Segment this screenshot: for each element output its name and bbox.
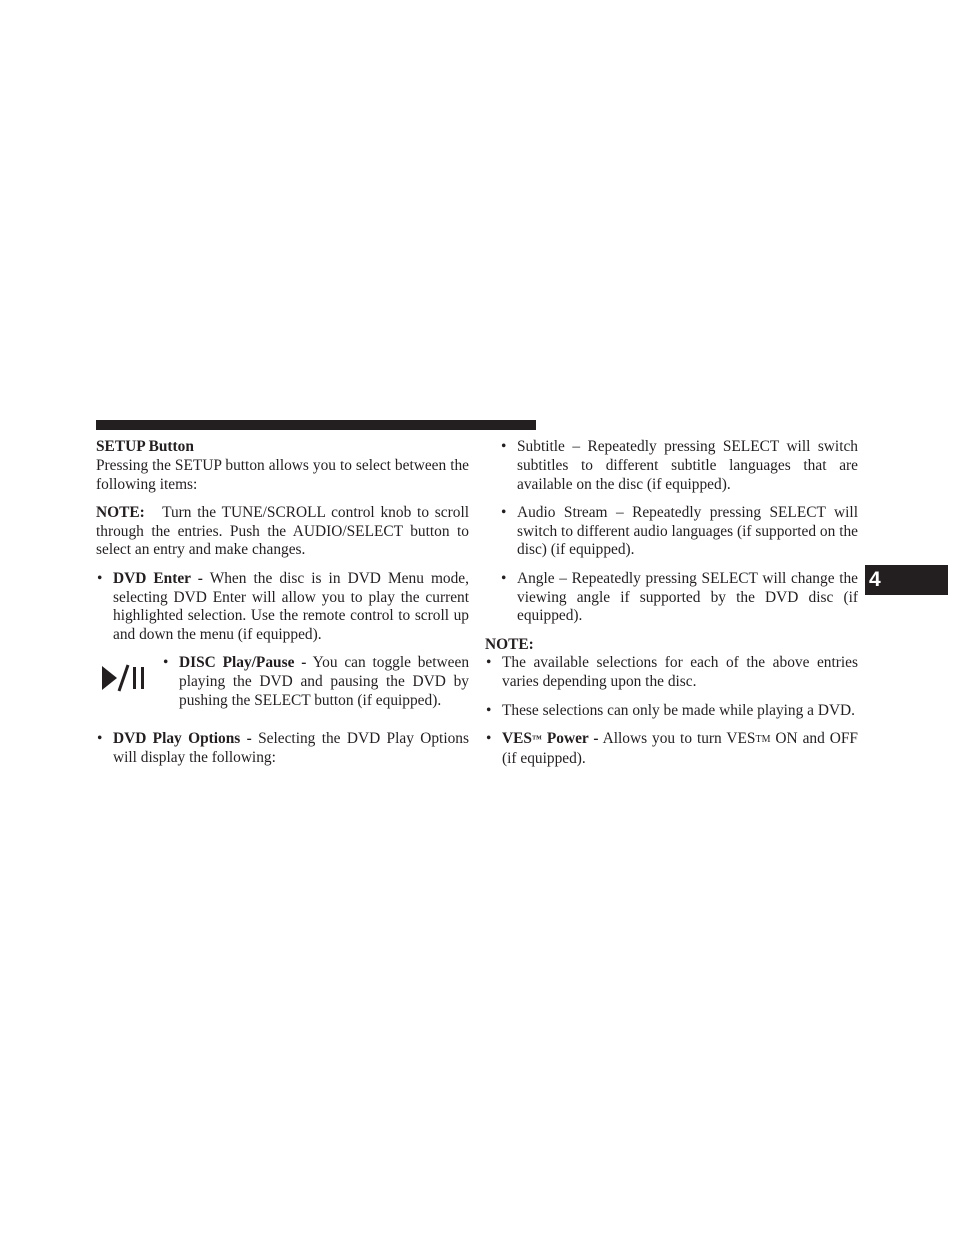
ves-label-a: VES: [502, 729, 532, 747]
list-item-dvd-play-options: [96, 730, 469, 768]
ves-label-tm: ™: [531, 733, 542, 745]
ves-text-b: ON and OFF (if equipped).: [502, 729, 858, 767]
list-item-dvd-enter: [96, 570, 469, 645]
list-item-ves-power: [485, 730, 858, 769]
dvd-enter-label: DVD Enter -: [113, 569, 203, 587]
intro-paragraph: Pressing the SETUP button allows you to select between the following items:: [96, 456, 469, 493]
play-pause-icon: [100, 664, 148, 692]
list-item-disc-play-pause: [162, 654, 469, 710]
list-item-available-selections: • The available selections for each of the above entries varies depending upon the disc.: [485, 654, 858, 692]
ves-text-a: Allows you to turn VES: [598, 729, 756, 747]
disc-play-pause-text: You can toggle between playing the DVD and pausing the DVD by pushing the SELECT button (if equipped).: [179, 654, 470, 710]
chapter-number: 4: [869, 568, 881, 591]
list-item-audio-stream: • Audio Stream – Repeatedly pressing SELECT will switch to different audio languages (if supported on the disc) (if equipped).: [501, 504, 858, 560]
ves-text-tm: TM: [755, 733, 771, 745]
left-column: [96, 438, 469, 777]
list-item-angle: • Angle – Repeatedly pressing SELECT will change the viewing angle if supported by the DVD disc (if equipped).: [501, 570, 858, 626]
dvd-enter-text: When the disc is in DVD Menu mode, selecting DVD Enter will allow you to play the current highlighted selection. Use the remote control to scroll up and down the menu (if equipped).: [113, 569, 469, 644]
note-heading: NOTE:: [485, 635, 534, 653]
chapter-tab: [865, 565, 948, 595]
list-item-subtitle: • Subtitle – Repeatedly pressing SELECT will switch subtitles to different subtitle languages that are available on the disc (if equipped).: [501, 438, 858, 494]
disc-play-pause-label: DISC Play/Pause -: [179, 654, 307, 672]
right-column: [485, 438, 858, 778]
ves-power-label: [502, 730, 599, 747]
section-heading: SETUP Button: [96, 438, 194, 455]
dvd-play-options-text: Selecting the DVD Play Options will display the following:: [113, 729, 469, 766]
note-label: NOTE:: [96, 503, 145, 521]
disc-play-pause-row: [96, 654, 469, 720]
dvd-play-options-label: DVD Play Options -: [113, 729, 252, 747]
list-item-playing-dvd: • These selections can only be made while playing a DVD.: [485, 702, 858, 721]
ves-label-b: Power -: [541, 729, 599, 747]
note-paragraph: [96, 504, 469, 560]
note-text: Turn the TUNE/SCROLL control knob to scroll through the entries. Push the AUDIO/SELECT button to select an entry and make changes.: [96, 503, 469, 559]
section-rule: [96, 420, 536, 430]
